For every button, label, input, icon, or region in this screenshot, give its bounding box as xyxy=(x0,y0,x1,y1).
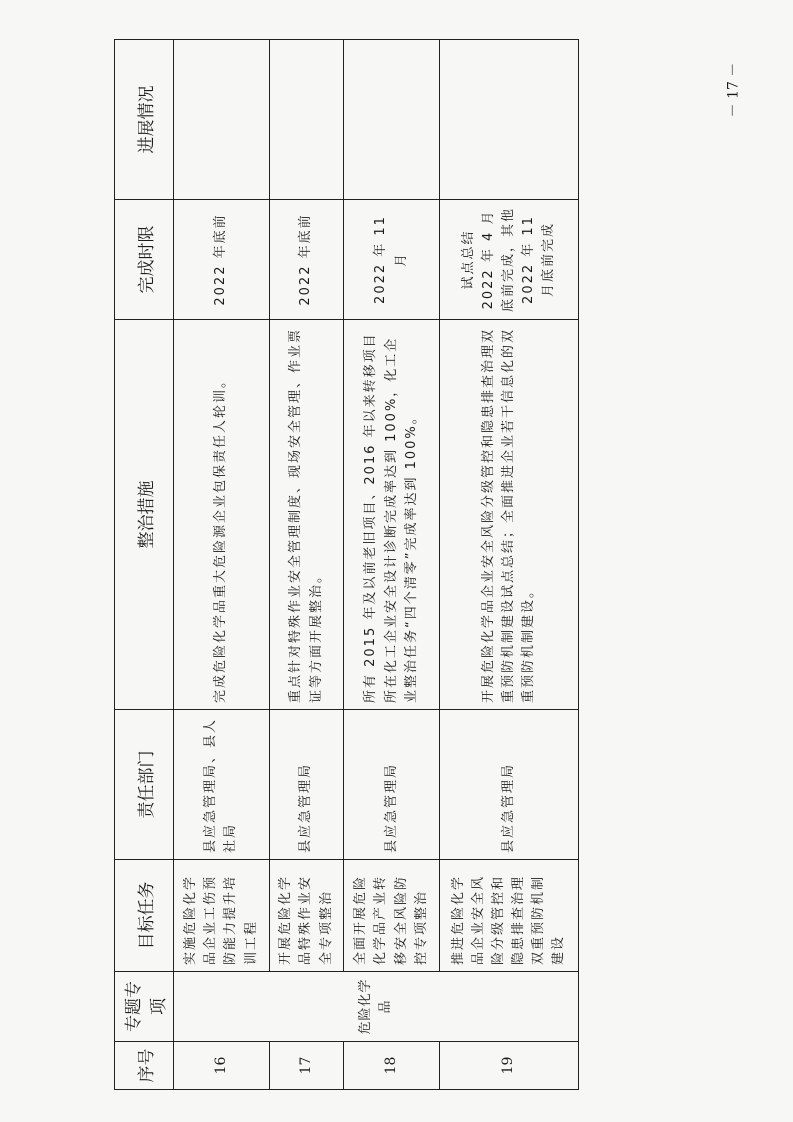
row-deadline: 2022 年底前 xyxy=(174,200,270,320)
table-row xyxy=(440,40,579,1090)
row-measure: 开展危险化学品企业安全风险分级管控和隐患排查治理双重预防机制建设试点总结；全面推进企业若干信息化的双重预防机制建设。 xyxy=(440,320,579,710)
row-progress xyxy=(344,40,440,200)
header-category: 专题专项 xyxy=(115,972,174,1042)
header-no: 序号 xyxy=(115,1042,174,1090)
row-task: 全面开展危险化学品产业转移安全风险防控专项整治 xyxy=(344,860,440,972)
row-no: 17 xyxy=(269,1042,343,1090)
row-progress xyxy=(174,40,270,200)
row-task: 推进危险化学品企业安全风险分级管控和隐患排查治理双重预防机制建设 xyxy=(440,860,579,972)
header-dept: 责任部门 xyxy=(115,710,174,860)
category-cell: 危险化学品 xyxy=(174,972,579,1042)
row-no: 19 xyxy=(440,1042,579,1090)
row-dept: 县应急管理局、县人社局 xyxy=(174,710,270,860)
row-dept: 县应急管理局 xyxy=(269,710,343,860)
row-progress xyxy=(269,40,343,200)
row-measure: 重点针对特殊作业安全管理制度、现场安全管理、作业票证等方面开展整治。 xyxy=(269,320,343,710)
row-task: 开展危险化学品特殊作业安全专项整治 xyxy=(269,860,343,972)
row-deadline: 2022 年 11 月 xyxy=(344,200,440,320)
rectification-table xyxy=(114,39,579,1090)
row-dept: 县应急管理局 xyxy=(440,710,579,860)
table-row xyxy=(174,40,270,1090)
header-measure: 整治措施 xyxy=(115,320,174,710)
table-row xyxy=(344,40,440,1090)
row-no: 16 xyxy=(174,1042,270,1090)
header-deadline: 完成时限 xyxy=(115,200,174,320)
page-number: － 17 － xyxy=(725,62,742,118)
row-deadline: 2022 年底前 xyxy=(269,200,343,320)
header-progress: 进展情况 xyxy=(115,40,174,200)
row-task: 实施危险化学品企业工伤预防能力提升培训工程 xyxy=(174,860,270,972)
row-measure: 所有 2015 年及以前老旧项目、2016 年以来转移项目所在化工企业安全设计诊断完成率达到 100%，化工企业整治任务“四个清零”完成率达到 100%。 xyxy=(344,320,440,710)
row-measure: 完成危险化学品重大危险源企业包保责任人轮训。 xyxy=(174,320,270,710)
table-header-row xyxy=(115,40,174,1090)
row-deadline: 试点总结 2022 年 4 月底前完成，其他 2022 年 11 月底前完成 xyxy=(440,200,579,320)
header-task: 目标任务 xyxy=(115,860,174,972)
table-row xyxy=(269,40,343,1090)
row-dept: 县应急管理局 xyxy=(344,710,440,860)
row-no: 18 xyxy=(344,1042,440,1090)
rotated-table-wrapper xyxy=(114,40,579,1090)
row-progress xyxy=(440,40,579,200)
